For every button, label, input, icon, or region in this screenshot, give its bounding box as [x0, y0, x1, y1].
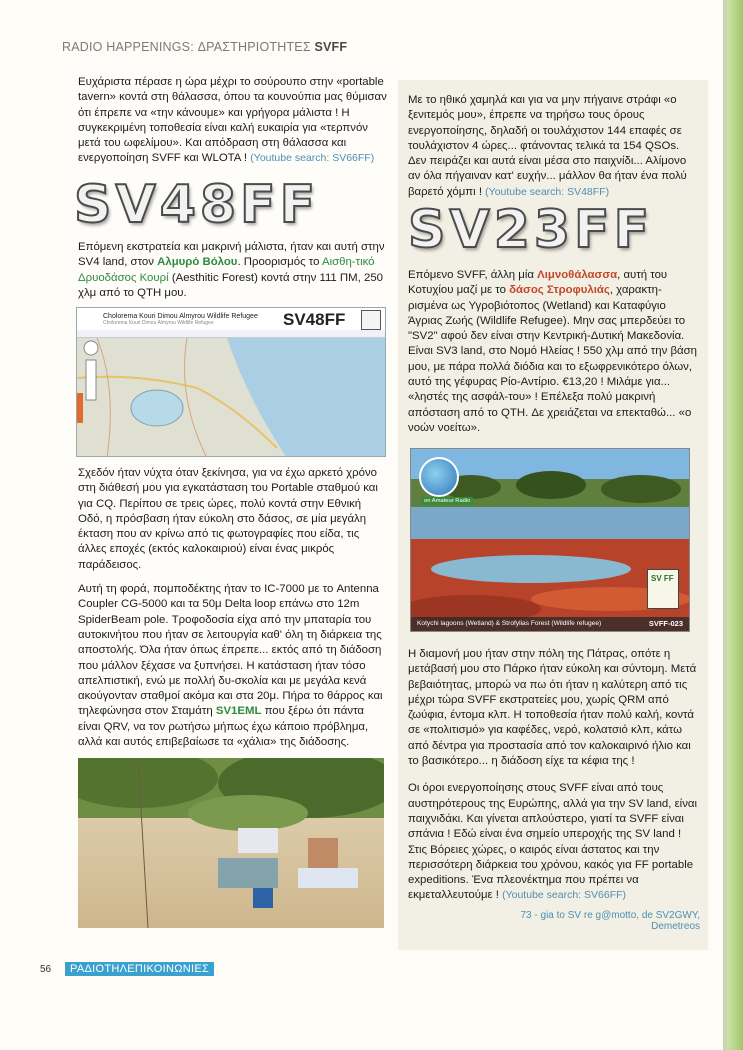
photo-caption: Kotychi lagoons (Wetland) & Strofylias Forest (Wildlife refugee) SVFF-023	[411, 617, 689, 631]
page-edge-strip	[723, 0, 743, 1050]
youtube-ref: (Youtube search: SV48FF)	[485, 185, 610, 198]
left-column-trip-details	[78, 466, 388, 750]
signoff: 73 - gia to SV re g@motto, de SV2GWY, Demetreos	[520, 910, 700, 932]
svff-badge-icon: SV FF	[647, 569, 679, 609]
page-number: 56	[40, 964, 52, 975]
map-scroll-marker	[77, 393, 83, 423]
forest-kouri: Αισθη-τικό Δρυοδάσος Κουρί	[78, 256, 375, 284]
right-column-stay	[408, 647, 698, 904]
right-paragraph-2: Επόμενο SVFF, άλλη μία Λιμνοθάλασσα, αυτή του Κοτυχίου μαζί με το δάσος Στροφυλιάς, χαρακτη-ρισμένα ως Υγροβιότοπος (Wetland) και Καταφύγιο Άγριας Ζωής (Wildlife Refugee). Μην σας μπερδεύει το "SV2" αφού δεν είναι στην Κεντρική-Δυτική Μακεδονία. Είναι SV3 land, στο Νομό Ηλείας ! 550 χλμ από την βάση μου, με πάρα πολλά διόδια και το εξωφρενικότερο όλων, αυτό της γέφυρας Ρίο-Αντίριο. €13,20 ! Μιλάμε για... «ληστές της ασφάλ-του» ! Επέλεξα πολύ μακρινή απόσταση από το QTH. Δε χρειάζεται να επεκταθώ... «ο νοών νοείτω».	[408, 269, 697, 434]
map-callsign: SV48FF	[283, 310, 346, 329]
photo-id: SVFF-023	[648, 619, 683, 628]
right-column-intro	[408, 93, 698, 200]
youtube-ref: (Youtube search: SV66FF)	[502, 889, 627, 902]
callsign-heading-sv48ff: SV48FF	[74, 175, 320, 235]
right-paragraph-4: Οι όροι ενεργοποίησης στους SVFF είναι από τους αυστηρότερους της Ευρώπης, αλλά για την SV land, είναι παιχνιδάκι. Και γίνεται απλούστερο, γιατί τα SVFF είναι σπάνια ! Εδώ είναι ένα σημείο υπεροχής της SV land ! Στις Βόρειες χώρες, ο καιρός είναι άστατος και την περισσότερη διάρκεια του χρόνου, κακός για FF portable expeditions. Ένα πλεονέκτημα που πρέπει να εκμεταλλευτούμε ! (Youtube search: SV66FF)	[408, 782, 698, 902]
wwff-label: on Amateur Radio	[421, 497, 473, 505]
header-brand: SVFF	[314, 40, 348, 54]
page-header	[62, 40, 347, 54]
right-paragraph-1: Με το ηθικό χαμηλά και για να μην πήγαινε στράφι «ο ξενιτεμός μου», έπρεπε να τηρήσω τους όρους ενεργοποίησης, δηλαδή οι τουλάχιστον 144 επαφές σε τουλάχιστον 4 ώρες... φτάνοντας τελικά τα 154 QSOs. Δεν πειράζει και αυτά είναι μέσα στο παιχνίδι... Αλίμονο αν όλα πήγαιναν κατ' ευχήν... μάλλον θα ήταν ένα πολύ βαρετό χόμπι ! (Youtube search: SV48FF)	[408, 94, 687, 198]
left-column-intro	[78, 75, 388, 167]
left-paragraph-4: Αυτή τη φορά, πομποδέκτης ήταν το IC-7000 με το Antenna Coupler CG-5000 και τα 50μ Delta loop επάνω στο 12m SpiderBeam pole. Τροφοδοσία είχα από την μπαταρία του αυτοκινήτου που ήταν σε λειτουργία καθ' όλη τη διάρκεια της αποστολής. Όλα ήταν όπως έπρεπε... εκτός από τη διάδοση που μάλλον ξέχασε να ξυπνήσει. Η κατάσταση ήταν τόσο απελπιστική, ενώ με πολλή δυ-σκολία και με μεγάλα κενά ακούγονταν σταθμοί ακόμα και στα 20μ. Πήρα το θάρρος και τηλεφώνησα στον Σταμάτη SV1EML που ξέρω ότι πάντα είναι QRV, να τον ρωτήσω μήπως έχω κάποιο πρόβλημα, αλλά και αυτός επιβεβαίωσε τα «χάλια» της διάδοσης.	[78, 583, 383, 749]
forest-strofylia: δάσος Στροφυλιάς	[509, 284, 610, 297]
wwff-logo-icon	[419, 457, 459, 497]
map-graphic	[77, 338, 386, 457]
left-paragraph-2: Επόμενη εκστρατεία και μακρινή μάλιστα, ήταν και αυτή στην SV4 land, στον Αλμυρό Βόλου. Προορισμός το Αισθη-τικό Δρυοδάσος Κουρί (Aesthitic Forest) κοντά στην 111 ΠΜ, 250 χλμ από το QTH μου.	[78, 241, 385, 299]
place-lagoon: Λιμνοθάλασσα	[537, 269, 618, 281]
map-subtitle: Cholorema Kouri Dimou Almyrou Wildlife Refugee	[103, 320, 214, 326]
youtube-ref: (Youtube search: SV66FF)	[250, 152, 375, 165]
map-title: Cholorema Kouri Dimou Almyrou Wildlife Refugee	[103, 313, 258, 320]
map-toolbar	[77, 330, 385, 338]
callsign-heading-sv23ff: SV23FF	[408, 200, 654, 260]
left-paragraph-3: Σχεδόν ήταν νύχτα όταν ξεκίνησα, για να έχω αρκετό χρόνο στη διάθεσή μου για εγκατάσταση του Portable σταθμού και για CQ. Περίπου σε τρεις ώρες, πολύ κοντά στην Εθνική Οδό, η πρόσβαση ήταν εύκολη στο δάσος, σε μία μεγάλη έκταση που αν κρίνω από τις φωτογραφίες που είδα, τις άλλες εποχές (εκτός καλοκαιριού) είναι ένας μικρός παράδεισος.	[78, 467, 378, 571]
svff-logo-icon	[361, 310, 381, 330]
right-paragraph-3: Η διαμονή μου ήταν στην πόλη της Πάτρας, οπότε η μετάβασή μου στο Πάρκο ήταν εύκολη και σύντομη. Μετά βεβαιότητας, μπορώ να πω ότι ήταν η καλύτερη από τις μέχρι τώρα SVFF εκστρατείες μου, χωρίς QRM από ζωύφια, έντομα κλπ. Η τοποθεσία ήταν πολύ καλή, κοντά σε «πολιτισμό» για καφέδες, νερό, κολατσιό κλπ, κάτω από δέντρα για προστασία από τον καλοκαιρινό ήλιο και το βασικότερο... η διάδοση είχε τα κέφια της !	[408, 648, 697, 768]
callsign-sv1eml: SV1EML	[215, 705, 262, 718]
photo-kotychi-lagoon	[410, 448, 690, 632]
photo-portable-station	[78, 758, 384, 928]
left-column-trip	[78, 240, 388, 301]
magazine-name: ΡΑΔΙΟΤΗΛΕΠΙΚΟΙΝΩΝΙΕΣ	[65, 962, 214, 976]
left-paragraph-1: Ευχάριστα πέρασε η ώρα μέχρι το σούρουπο στην «portable tavern» κοντά στη θάλασσα, όπου τα κουνούπια μας θύμισαν ότι έπρεπε να «την κάνουμε» και γρήγορα μάλιστα ! Η συγκεκριμένη τοποθεσία είναι καλή ευκαιρία για «τερπνόν μετά του ωφελίμου». Και απόδραση στη θάλασσα και ενεργοποίηση SVFF και WLOTA ! (Youtube search: SV66FF)	[78, 76, 387, 165]
place-almyros: Αλμυρό Βόλου	[157, 256, 238, 269]
header-section: RADIO HAPPENINGS: ΔΡΑΣΤΗΡΙΟΤΗΤΕΣ	[62, 40, 311, 54]
right-column-trip	[408, 268, 698, 436]
map-screenshot	[76, 307, 386, 457]
